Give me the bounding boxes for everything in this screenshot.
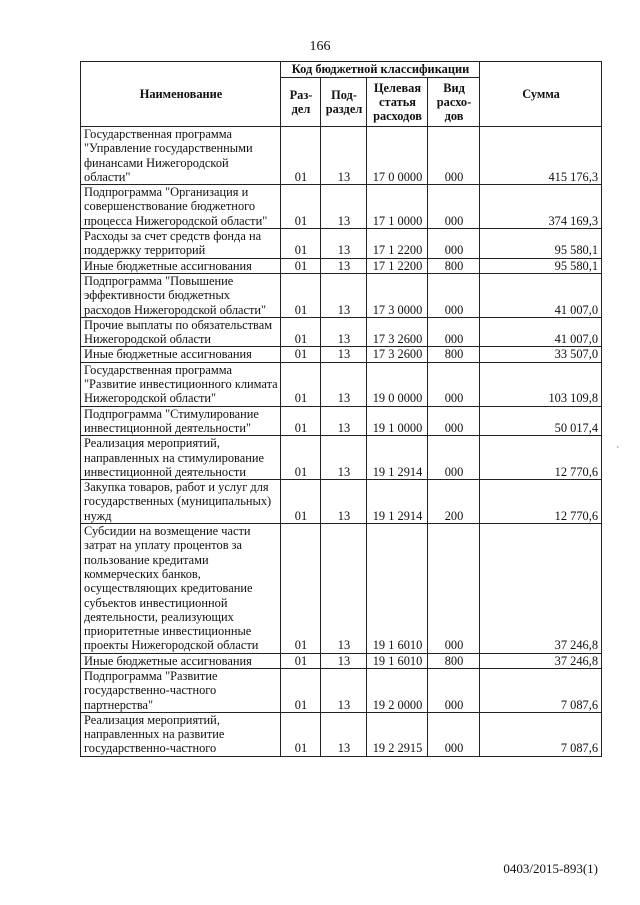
row-target: 19 0 0000 [367, 362, 428, 406]
row-target: 17 1 0000 [367, 185, 428, 229]
row-vid: 000 [428, 524, 480, 654]
row-razdel: 01 [281, 317, 321, 347]
row-target: 19 1 6010 [367, 653, 428, 668]
row-podrazdel: 13 [321, 127, 367, 185]
header-podrazdel: Под- раздел [321, 78, 367, 127]
table-row [81, 273, 602, 317]
row-target: 19 1 0000 [367, 406, 428, 436]
row-name: Реализация мероприятий, направленных на стимулирование инвестиционной деятельности [81, 436, 281, 480]
row-name: Реализация мероприятий, направленных на развитие государственно-частного [81, 712, 281, 756]
table-header [81, 62, 602, 127]
table-row [81, 185, 602, 229]
table-row [81, 524, 602, 654]
table-body [81, 127, 602, 757]
row-vid: 000 [428, 362, 480, 406]
row-sum: 41 007,0 [480, 273, 602, 317]
row-sum: 33 507,0 [480, 347, 602, 362]
row-sum: 103 109,8 [480, 362, 602, 406]
row-target: 17 3 0000 [367, 273, 428, 317]
header-target: Целевая статья расходов [367, 78, 428, 127]
row-podrazdel: 13 [321, 362, 367, 406]
row-sum: 7 087,6 [480, 712, 602, 756]
row-podrazdel: 13 [321, 273, 367, 317]
table-row [81, 229, 602, 259]
row-podrazdel: 13 [321, 668, 367, 712]
row-podrazdel: 13 [321, 185, 367, 229]
row-vid: 000 [428, 185, 480, 229]
row-razdel: 01 [281, 653, 321, 668]
row-razdel: 01 [281, 668, 321, 712]
header-vid: Вид расхо- дов [428, 78, 480, 127]
row-podrazdel: 13 [321, 347, 367, 362]
row-target: 17 1 2200 [367, 258, 428, 273]
table-row [81, 406, 602, 436]
row-vid: 000 [428, 229, 480, 259]
row-podrazdel: 13 [321, 258, 367, 273]
row-razdel: 01 [281, 712, 321, 756]
row-sum: 95 580,1 [480, 258, 602, 273]
header-razdel: Раз- дел [281, 78, 321, 127]
table-row [81, 436, 602, 480]
row-razdel: 01 [281, 258, 321, 273]
row-razdel: 01 [281, 185, 321, 229]
row-name: Подпрограмма "Стимулирование инвестиционной деятельности" [81, 406, 281, 436]
row-sum: 37 246,8 [480, 653, 602, 668]
row-vid: 800 [428, 653, 480, 668]
row-target: 19 1 6010 [367, 524, 428, 654]
row-sum: 415 176,3 [480, 127, 602, 185]
table-row [81, 347, 602, 362]
row-podrazdel: 13 [321, 712, 367, 756]
row-razdel: 01 [281, 362, 321, 406]
table-row [81, 317, 602, 347]
row-name: Подпрограмма "Развитие государственно-частного партнерства" [81, 668, 281, 712]
row-target: 19 2 2915 [367, 712, 428, 756]
row-target: 17 0 0000 [367, 127, 428, 185]
row-podrazdel: 13 [321, 436, 367, 480]
row-sum: 95 580,1 [480, 229, 602, 259]
table-row [81, 362, 602, 406]
row-vid: 000 [428, 668, 480, 712]
row-vid: 000 [428, 406, 480, 436]
row-podrazdel: 13 [321, 317, 367, 347]
stray-mark: ` [616, 446, 620, 457]
row-name: Прочие выплаты по обязательствам Нижегородской области [81, 317, 281, 347]
row-name: Иные бюджетные ассигнования [81, 653, 281, 668]
row-target: 19 2 0000 [367, 668, 428, 712]
row-sum: 12 770,6 [480, 480, 602, 524]
row-target: 19 1 2914 [367, 480, 428, 524]
table-row [81, 712, 602, 756]
row-name: Государственная программа "Развитие инвестиционного климата Нижегородской области" [81, 362, 281, 406]
row-razdel: 01 [281, 406, 321, 436]
row-razdel: 01 [281, 480, 321, 524]
row-podrazdel: 13 [321, 229, 367, 259]
budget-table [80, 61, 602, 757]
row-vid: 000 [428, 273, 480, 317]
row-name: Расходы за счет средств фонда на поддержку территорий [81, 229, 281, 259]
row-vid: 000 [428, 127, 480, 185]
header-sum: Сумма [480, 62, 602, 127]
page-number: 166 [309, 39, 331, 54]
row-target: 17 3 2600 [367, 317, 428, 347]
row-razdel: 01 [281, 127, 321, 185]
row-vid: 200 [428, 480, 480, 524]
row-sum: 37 246,8 [480, 524, 602, 654]
document-code: 0403/2015-893(1) [503, 861, 598, 876]
row-podrazdel: 13 [321, 480, 367, 524]
row-sum: 374 169,3 [480, 185, 602, 229]
row-name: Иные бюджетные ассигнования [81, 347, 281, 362]
table-row [81, 127, 602, 185]
table-row [81, 258, 602, 273]
row-vid: 000 [428, 712, 480, 756]
header-code-group: Код бюджетной классификации [281, 62, 480, 78]
row-razdel: 01 [281, 436, 321, 480]
row-podrazdel: 13 [321, 524, 367, 654]
header-name: Наименование [81, 62, 281, 127]
row-target: 17 3 2600 [367, 347, 428, 362]
table-row [81, 480, 602, 524]
row-razdel: 01 [281, 273, 321, 317]
row-name: Подпрограмма "Повышение эффективности бюджетных расходов Нижегородской области" [81, 273, 281, 317]
row-vid: 000 [428, 317, 480, 347]
row-razdel: 01 [281, 524, 321, 654]
row-vid: 000 [428, 436, 480, 480]
row-podrazdel: 13 [321, 653, 367, 668]
row-vid: 800 [428, 347, 480, 362]
row-name: Иные бюджетные ассигнования [81, 258, 281, 273]
row-name: Государственная программа "Управление государственными финансами Нижегородской области" [81, 127, 281, 185]
row-target: 17 1 2200 [367, 229, 428, 259]
row-name: Закупка товаров, работ и услуг для государственных (муниципальных) нужд [81, 480, 281, 524]
row-sum: 41 007,0 [480, 317, 602, 347]
row-razdel: 01 [281, 347, 321, 362]
table-row [81, 668, 602, 712]
row-razdel: 01 [281, 229, 321, 259]
row-target: 19 1 2914 [367, 436, 428, 480]
table-row [81, 653, 602, 668]
row-podrazdel: 13 [321, 406, 367, 436]
row-name: Подпрограмма "Организация и совершенствование бюджетного процесса Нижегородской области" [81, 185, 281, 229]
row-sum: 7 087,6 [480, 668, 602, 712]
row-sum: 50 017,4 [480, 406, 602, 436]
row-vid: 800 [428, 258, 480, 273]
row-name: Субсидии на возмещение части затрат на уплату процентов за пользование кредитами коммерческих банков, осуществляющих кредитование субъектов инвестиционной деятельности, реализующих приоритетные инвестиционные проекты Нижегородской области [81, 524, 281, 654]
row-sum: 12 770,6 [480, 436, 602, 480]
